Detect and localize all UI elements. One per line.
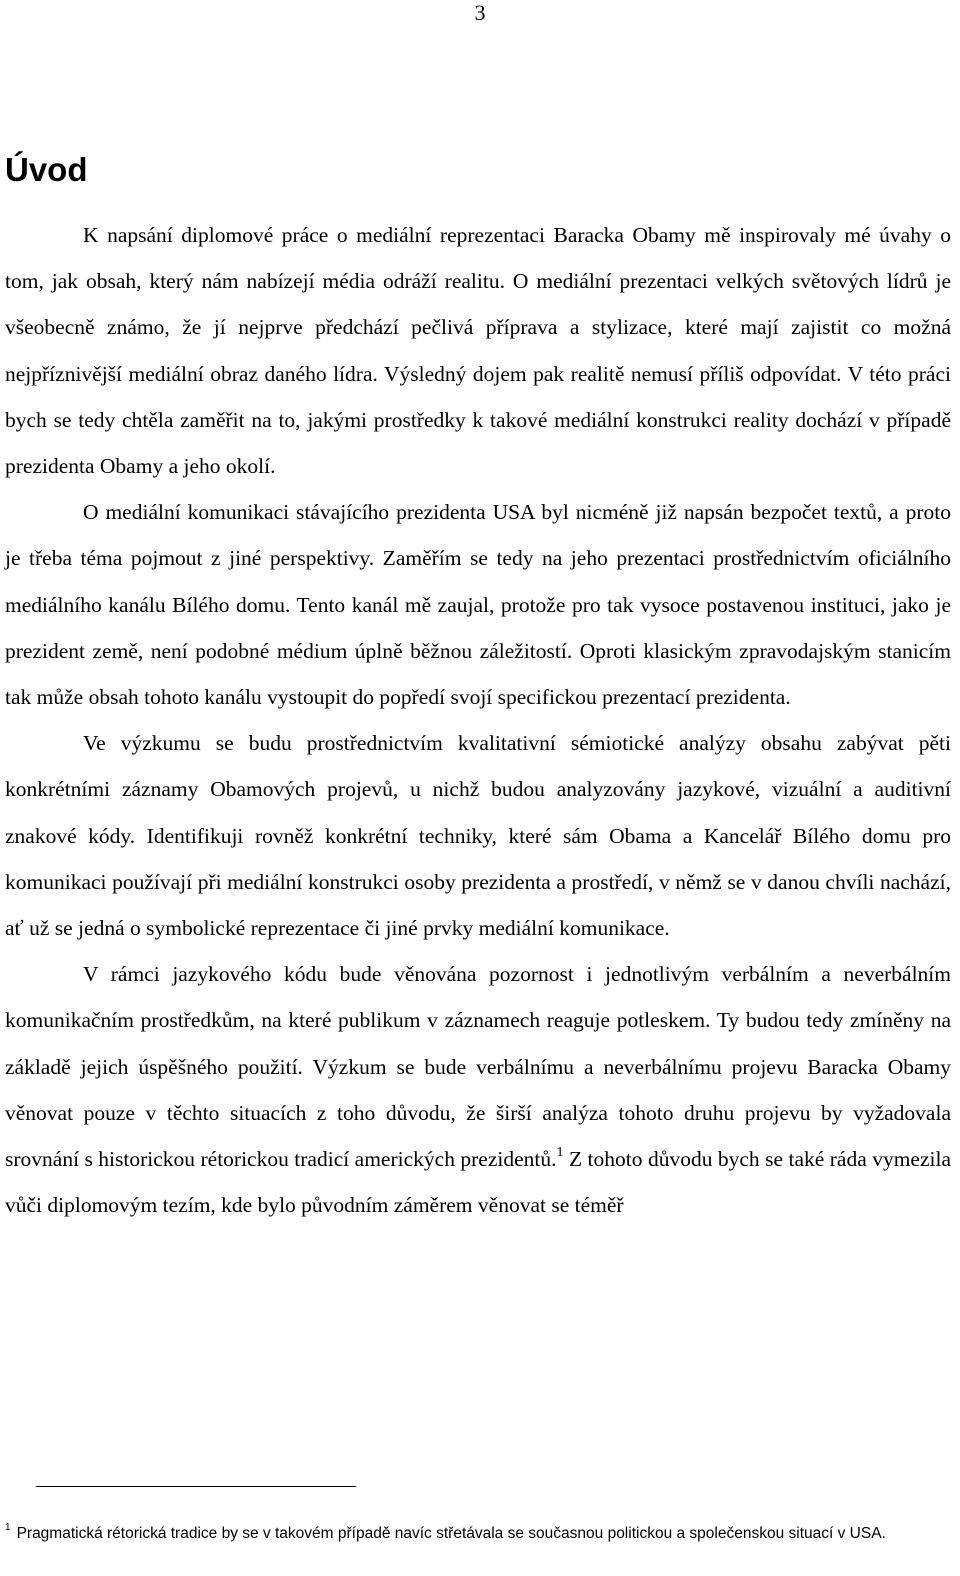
footnote <box>5 1524 945 1543</box>
paragraph-3: Ve výzkumu se budu prostřednictvím kvalitativní sémiotické analýzy obsahu zabývat pěti konkrétními záznamy Obamových projevů, u nichž budou analyzovány jazykové, vizuální a auditivní znakové kódy. Identifikuji rovněž konkrétní techniky, které sám Obama a Kancelář Bílého domu pro komunikaci používají při mediální konstrukci osoby prezidenta a prostředí, v němž se v danou chvíli nachází, ať už se jedná o symbolické reprezentace či jiné prvky mediální komunikace. <box>5 731 951 941</box>
paragraph-2: O mediální komunikaci stávajícího prezidenta USA byl nicméně již napsán bezpočet textů, a proto je třeba téma pojmout z jiné perspektivy. Zaměřím se tedy na jeho prezentaci prostřednictvím oficiálního mediálního kanálu Bílého domu. Tento kanál mě zaujal, protože pro tak vysoce postavenou instituci, jako je prezident země, není podobné médium úplně běžnou záležitostí. Oproti klasickým zpravodajským stanicím tak může obsah tohoto kanálu vystoupit do popředí svojí specifickou prezentací prezidenta. <box>5 500 951 710</box>
section-heading: Úvod <box>5 151 88 188</box>
footnote-reference[interactable]: 1 <box>556 1145 564 1161</box>
paragraph-4 <box>5 951 951 1228</box>
footnote-text: Pragmatická rétorická tradice by se v takovém případě navíc střetávala se současnou politickou a společenskou situací v USA. <box>16 1525 886 1542</box>
footnote-separator <box>36 1486 356 1487</box>
body-text <box>5 212 951 1228</box>
paragraph-4-text: V rámci jazykového kódu bude věnována pozornost i jednotlivým verbálním a neverbálním komunikačním prostředkům, na které publikum v záznamech reaguje potleskem. Ty budou tedy zmíněny na základě jejich úspěšného použití. Výzkum se bude verbálnímu a neverbálnímu projevu Baracka Obamy věnovat pouze v těchto situacích z toho důvodu, že širší analýza tohoto druhu projevu by vyžadovala srovnání s historickou rétorickou tradicí amerických prezidentů. <box>5 962 951 1172</box>
footnote-number: 1 <box>5 1522 11 1533</box>
paragraph-1: K napsání diplomové práce o mediální reprezentaci Baracka Obamy mě inspirovaly mé úvahy o tom, jak obsah, který nám nabízejí média odráží realitu. O mediální prezentaci velkých světových lídrů je všeobecně známo, že jí nejprve předchází pečlivá příprava a stylizace, které mají zajistit co možná nejpříznivější mediální obraz daného lídra. Výsledný dojem pak realitě nemusí příliš odpovídat. V této práci bych se tedy chtěla zaměřit na to, jakými prostředky k takové mediální konstrukci reality dochází v případě prezidenta Obamy a jeho okolí. <box>5 223 951 479</box>
paragraph-4-continuation: Z tohoto důvodu bych se také ráda vymezila vůči diplomovým tezím, kde bylo původním záměrem věnovat se téměř <box>5 1147 951 1218</box>
page-number: 3 <box>474 0 486 25</box>
